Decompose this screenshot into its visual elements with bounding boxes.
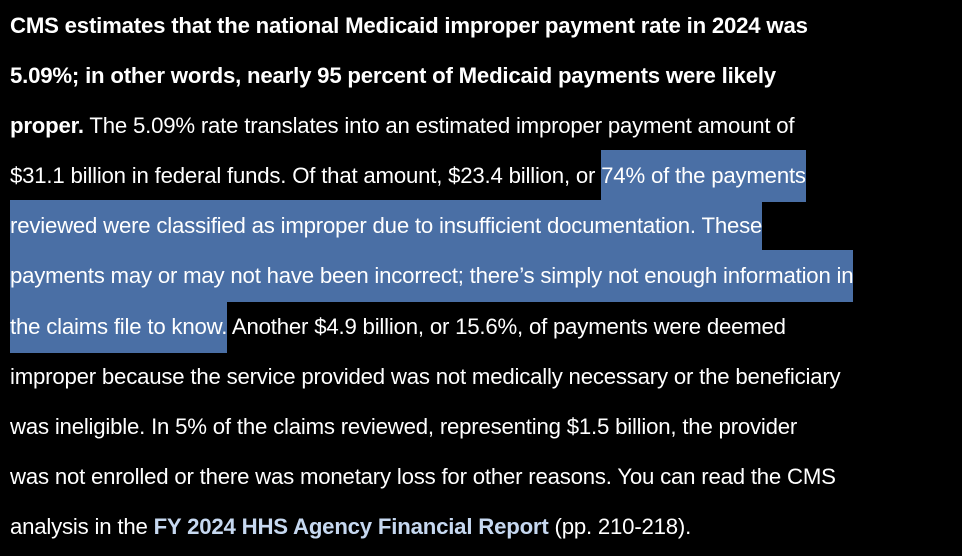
highlighted-text[interactable]: reviewed were classified as improper due to insufficient documentation. These bbox=[10, 200, 762, 252]
bold-text: CMS estimates that the national Medicaid improper payment rate in 2024 was bbox=[10, 13, 808, 38]
bold-text: proper. bbox=[10, 113, 84, 139]
body-text: was not enrolled or there was monetary loss for other reasons. You can read the CMS bbox=[10, 463, 836, 489]
bold-text: 5.09%; in other words, nearly 95 percent of Medicaid payments were likely bbox=[10, 63, 776, 89]
text-line bbox=[10, 302, 954, 352]
document-paragraph bbox=[10, 0, 954, 552]
text-line bbox=[10, 352, 954, 402]
report-link[interactable]: FY 2024 HHS Agency Financial Report bbox=[153, 513, 549, 539]
body-text: The 5.09% rate translates into an estimated improper payment amount of bbox=[83, 113, 795, 139]
text-line bbox=[10, 101, 954, 151]
highlighted-text[interactable]: the claims file to know. bbox=[10, 301, 227, 353]
text-line bbox=[10, 51, 954, 101]
text-line bbox=[10, 151, 954, 201]
body-text: improper because the service provided was not medically necessary or the beneficiary bbox=[10, 363, 841, 389]
body-text: $31.1 billion in federal funds. Of that amount, $23.4 billion, or bbox=[10, 163, 602, 189]
body-text: analysis in the bbox=[10, 513, 154, 539]
highlighted-text[interactable]: 74% of the payments bbox=[601, 150, 806, 202]
highlighted-text[interactable]: payments may or may not have been incorrect; there’s simply not enough information in bbox=[10, 250, 853, 302]
body-text: Another $4.9 billion, or 15.6%, of payments were deemed bbox=[227, 313, 786, 339]
text-line bbox=[10, 1, 954, 51]
text-line bbox=[10, 251, 954, 301]
text-line bbox=[10, 402, 954, 452]
text-line bbox=[10, 502, 954, 552]
text-line bbox=[10, 452, 954, 502]
body-text: was ineligible. In 5% of the claims reviewed, representing $1.5 billion, the provider bbox=[10, 413, 798, 439]
text-line bbox=[10, 201, 954, 251]
body-text: (pp. 210-218). bbox=[548, 513, 692, 539]
